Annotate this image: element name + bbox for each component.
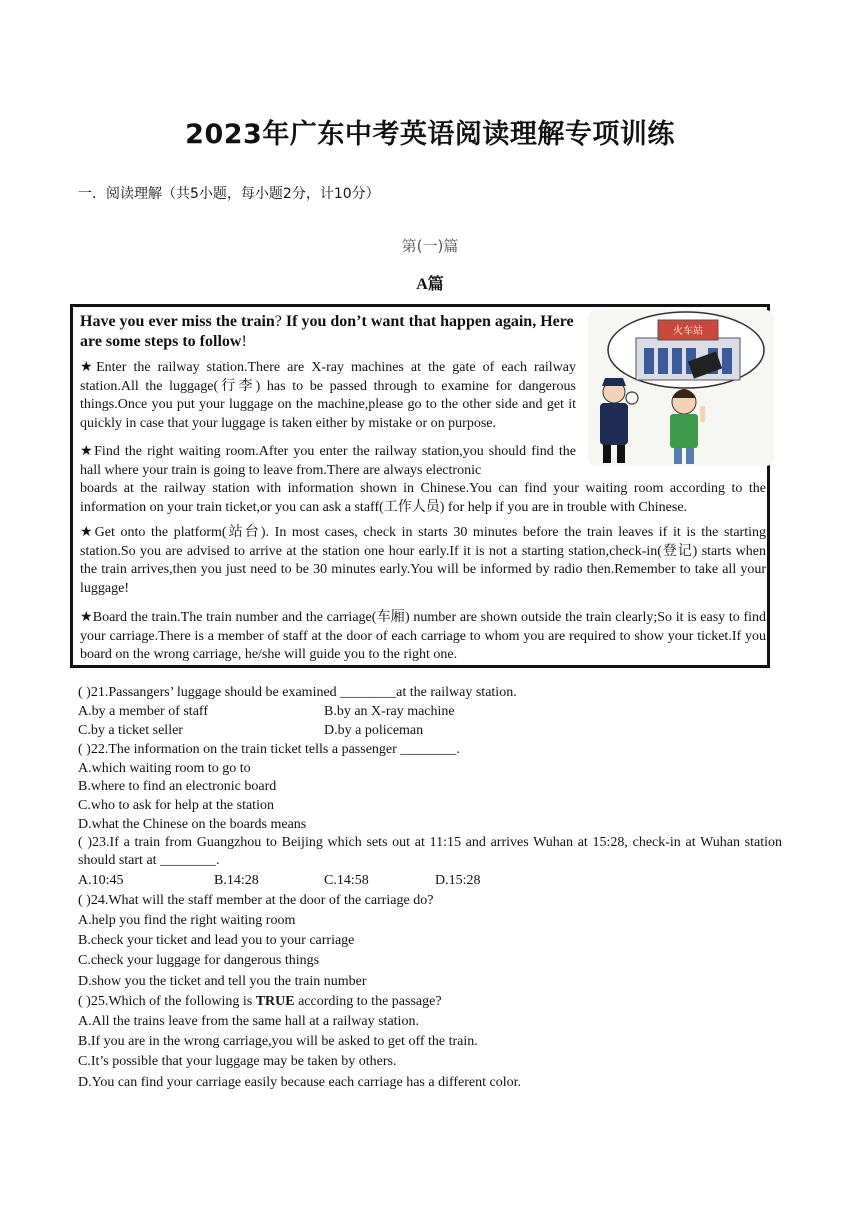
option-23-b: B.14:28 (214, 873, 259, 888)
option-25-b: B.If you are in the wrong carriage,you will be asked to get off the train. (78, 1034, 478, 1049)
passage-label: A篇 (416, 276, 444, 293)
page-title: 2023年广东中考英语阅读理解专项训练 (185, 119, 675, 150)
question-23: ( )23.If a train from Guangzhou to Beijing which sets out at 11:15 and arrives Wuhan at 15:28, check-in at Wuhan station should start at ________. (78, 835, 782, 868)
question-25: ( )25.Which of the following is TRUE according to the passage? (78, 994, 442, 1009)
option-21-d: D.by a policeman (324, 723, 424, 738)
paragraph-enter-station: ★Enter the railway station.There are X-ray machines at the gate of each railway station.All the luggage(行李) has to be passed through to examine for dangerous things.Once you put your luggage on the machine,please go to the other side and get it quickly in case that your luggage is taken either by mistake or on purpose. (80, 360, 576, 431)
paragraph-platform: ★Get onto the platform(站台). In most cases, check in starts 30 minutes before the train leaves if it is the starting station.So you are advised to arrive at the station one hour early.If it is not a starting station,check-in(登记) starts when the train arrives,then you just need to be 30 minutes early.You will be informed by radio then.Remember to take all your luggage! (80, 525, 766, 596)
option-24-d: D.show you the ticket and tell you the train number (78, 974, 367, 989)
option-22-b: B.where to find an electronic board (78, 779, 277, 794)
question-21: ( )21.Passangers’ luggage should be examined ________at the railway station. (78, 685, 517, 700)
paragraph-board-train: ★Board the train.The train number and the carriage(车厢) number are shown outside the train clearly;So it is easy to find your carriage.There is a member of staff at the door of each carriage to whom you are required to show your ticket.If you board on the wrong carriage, he/she will guide you to the right one. (80, 610, 766, 663)
question-22: ( )22.The information on the train ticket tells a passenger ________. (78, 742, 460, 757)
option-25-a: A.All the trains leave from the same hall at a railway station. (78, 1014, 419, 1029)
option-21-c: C.by a ticket seller (78, 723, 183, 738)
option-24-a: A.help you find the right waiting room (78, 913, 296, 928)
option-24-c: C.check your luggage for dangerous things (78, 953, 320, 968)
option-25-c: C.It’s possible that your luggage may be taken by others. (78, 1054, 397, 1069)
question-24: ( )24.What will the staff member at the door of the carriage do? (78, 893, 434, 908)
option-21-a: A.by a member of staff (78, 704, 208, 719)
passage-heading: Have you ever miss the train? If you don’t want that happen again, Here are some steps to follow! (80, 313, 574, 350)
option-22-c: C.who to ask for help at the station (78, 798, 274, 813)
option-25-d: D.You can find your carriage easily because each carriage has a different color. (78, 1075, 522, 1090)
passage-box (70, 304, 770, 668)
part-label: 第(一)篇 (401, 237, 459, 255)
option-23-c: C.14:58 (324, 873, 369, 888)
option-21-b: B.by an X-ray machine (324, 704, 455, 719)
section-heading: 一．阅读理解（共5小题，每小题2分，计10分） (78, 186, 380, 202)
option-22-a: A.which waiting room to go to (78, 761, 251, 776)
station-sign-text: 火车站 (673, 326, 703, 337)
option-23-a: A.10:45 (78, 873, 124, 888)
option-23-d: D.15:28 (435, 873, 481, 888)
option-24-b: B.check your ticket and lead you to your carriage (78, 933, 355, 948)
option-22-d: D.what the Chinese on the boards means (78, 817, 307, 832)
paragraph-waiting-room: ★Find the right waiting room.After you enter the railway station,you should find the hall where your train is going to leave from.There are always electronic boards at the railway station with information shown in Chinese.You can find your waiting room according to the information on your train ticket,or you can ask a staff(工作人员) for help if you are in trouble with Chinese. (80, 444, 766, 515)
